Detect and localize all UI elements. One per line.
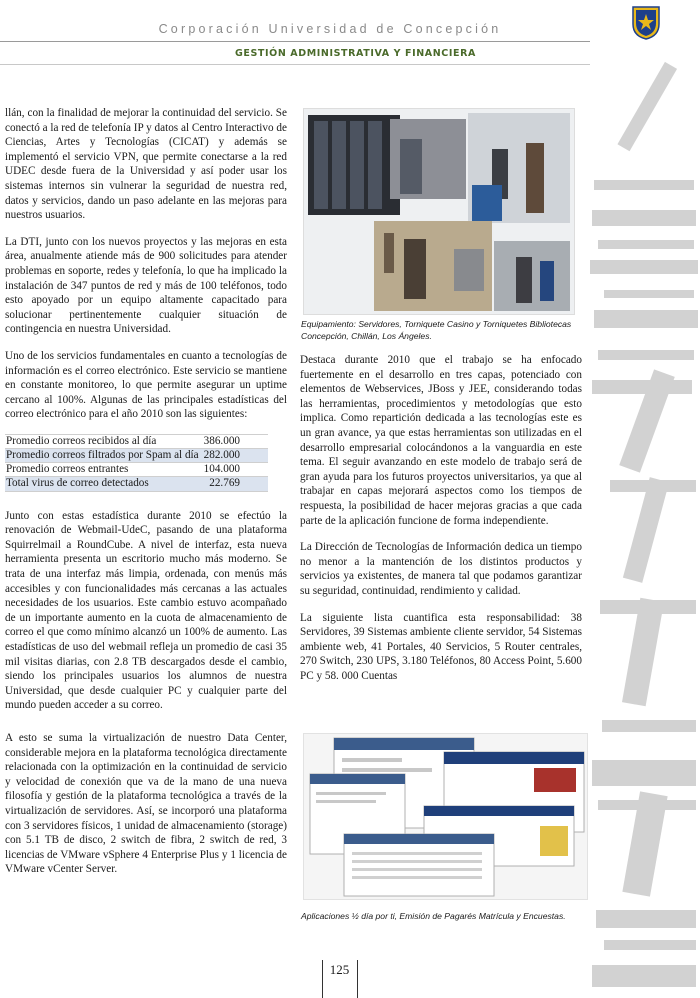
stat-label: Promedio correos entrantes: [5, 463, 202, 477]
paragraph-email: Uno de los servicios fundamentales en cuanto a tecnologías de información es el correo electrónico. Este servicio se mantiene en constante monitoreo, lo que permite asegurar un uptime cercano al 100%. Algunas de las principales estadísticas del correo electrónico para el año 2010 son las siguientes:: [5, 349, 287, 421]
header-title: Corporación Universidad de Concepción: [158, 22, 502, 36]
stat-value: 22.769: [202, 477, 268, 491]
stat-label: Total virus de correo detectados: [5, 477, 202, 491]
left-text-column: [5, 106, 287, 889]
paragraph-inventory: La siguiente lista cuantifica esta responsabilidad: 38 Servidores, 39 Sistemas ambiente cliente servidor, 54 Sistemas ambiente web, 41 Portales, 40 Servicios, 5 Router centrales, 270 Switch, 230 UPS, 3.180 Teléfonos, 80 Access Point, 5.600 PC y 58. 000 Cuentas: [300, 611, 582, 682]
header-rule-bottom: [0, 64, 590, 65]
table-row: [5, 434, 268, 448]
paragraph-dti: La DTI, junto con los nuevos proyectos y las mejoras en esta área, anualmente atiende más de 900 solicitudes para atender problemas en soporte, redes y telefonía, lo que ha implicado la instalación de 347 puntos de red y más de 100 teléfonos, todo esto apoyado por un equipo altamente capacitado para solucionar pertinentemente cualquier situación de contingencia en nuestra Universidad.: [5, 235, 287, 336]
university-shield-logo: [632, 6, 660, 40]
table-row: [5, 477, 268, 491]
paragraph-development: Destaca durante 2010 que el trabajo se ha enfocado fuertemente en el desarrollo en tres capas, potenciado con elementos de Webservices, JBoss y JEE, considerando todas las herramientas, procedimientos y metodologías que esto implica. Como repartición dedicada a las tecnologías este es un gran avance, ya que estas herramientas son utilizadas en el desarrollo empresarial colocándonos a la vanguardia en este tema. El seguir avanzando en este modelo de trabajo será de gran ayuda para los futuros proyectos universitarios, ya que al trabajar en capas mejorará aspectos como los tiempos de respuesta, la posibilidad de hacer mejoras gracias a que cada parte de la aplicación funcione de forma independiente.: [300, 354, 582, 527]
applications-screenshots: [303, 733, 588, 900]
header-rule-top: [0, 41, 590, 42]
stat-label: Promedio correos filtrados por Spam al día: [5, 449, 202, 463]
table-row: [5, 449, 268, 463]
right-text-column: [300, 353, 582, 695]
header-subtitle: GESTIÓN ADMINISTRATIVA Y FINANCIERA: [235, 48, 476, 59]
stat-value: 386.000: [202, 434, 268, 448]
stat-label: Promedio correos recibidos al día: [5, 434, 202, 448]
paragraph-vpn: llán, con la finalidad de mejorar la continuidad del servicio. Se conectó a la red de telefonía IP y datos al Centro Interactivo de Ciencias, Artes y Tecnologías (CICAT) y además se implementó el servicio VPN, que permite conectarse a la red UDEC desde fuera de la Universidad y así poder usar los sistemas internos sin vulnerar la seguridad de nuestra red, datos y servicios, dando un paso adelante en las mejoras para nuestros usuarios.: [5, 107, 287, 222]
paragraph-webmail: Junto con estas estadística durante 2010 se efectúo la renovación de Webmail-UdeC, pasando de una plataforma Squirrelmail a RoundCube. A nivel de interfaz, esta nueva herramienta presenta un escritorio mucho más moderno. Se trata de una interfaz más limpia, ordenada, con menús más accesibles y con funcionalidades más cercanas a las actuales necesidades de los usuarios. Este cambio estuvo acompañado de un importante aumento en la cuota de almacenamiento de correo el que como mínimo alcanzó un 100% de aumento. Las estadísticas de uso del webmail refleja un promedio de casi 35 mil visitas diarias, con 2.8 TB descargados desde el cambio, siendo los principales usuarios los alumnos de nuestra Universidad, que desde cualquier PC y cualquier parte del mundo pueden acceder a su correo.: [5, 509, 287, 712]
paragraph-virtualization: A esto se suma la virtualización de nuestro Data Center, considerable mejora en la plataforma tecnológica directamente relacionada con la optimización en la continuidad de servicio y velocidad de conexión que va de la mano de una nueva filosofía y gestión de la plataforma tecnológica a través de la virtualización de servidores. Así, se incorporó una plataforma con 3 servidores físicos, 1 unidad de almacenamiento (storage) con 5.1 TB de disco, 2 switch de fibra, 2 switch de red, 3 licencias de VMware vSphere 4 Enterprise Plus y 1 licencia de VMware vCenter Server.: [5, 732, 287, 876]
table-row: [5, 463, 268, 477]
decorative-word-cloud: [590, 60, 700, 998]
stat-value: 282.000: [202, 449, 268, 463]
equipment-caption: Equipamiento: Servidores, Torniquete Casino y Torniquetes Bibliotecas Concepción, Chillán, Los Ángeles.: [301, 319, 572, 341]
equipment-photo-collage: [303, 108, 575, 315]
page-number: 125: [329, 962, 350, 977]
stat-value: 104.000: [202, 463, 268, 477]
page-number-divider-right: [357, 960, 358, 998]
paragraph-maintenance: La Dirección de Tecnologías de Información dedica un tiempo no menor a la mantención de los distintos productos y servicios ya existentes, de manera tal que podamos garantizar su seguridad, continuidad, rendimiento y calidad.: [300, 541, 582, 597]
applications-caption: Aplicaciones ½ día por ti, Emisión de Pagarés Matrícula y Encuestas.: [301, 911, 566, 921]
email-stats-table: [5, 434, 268, 492]
